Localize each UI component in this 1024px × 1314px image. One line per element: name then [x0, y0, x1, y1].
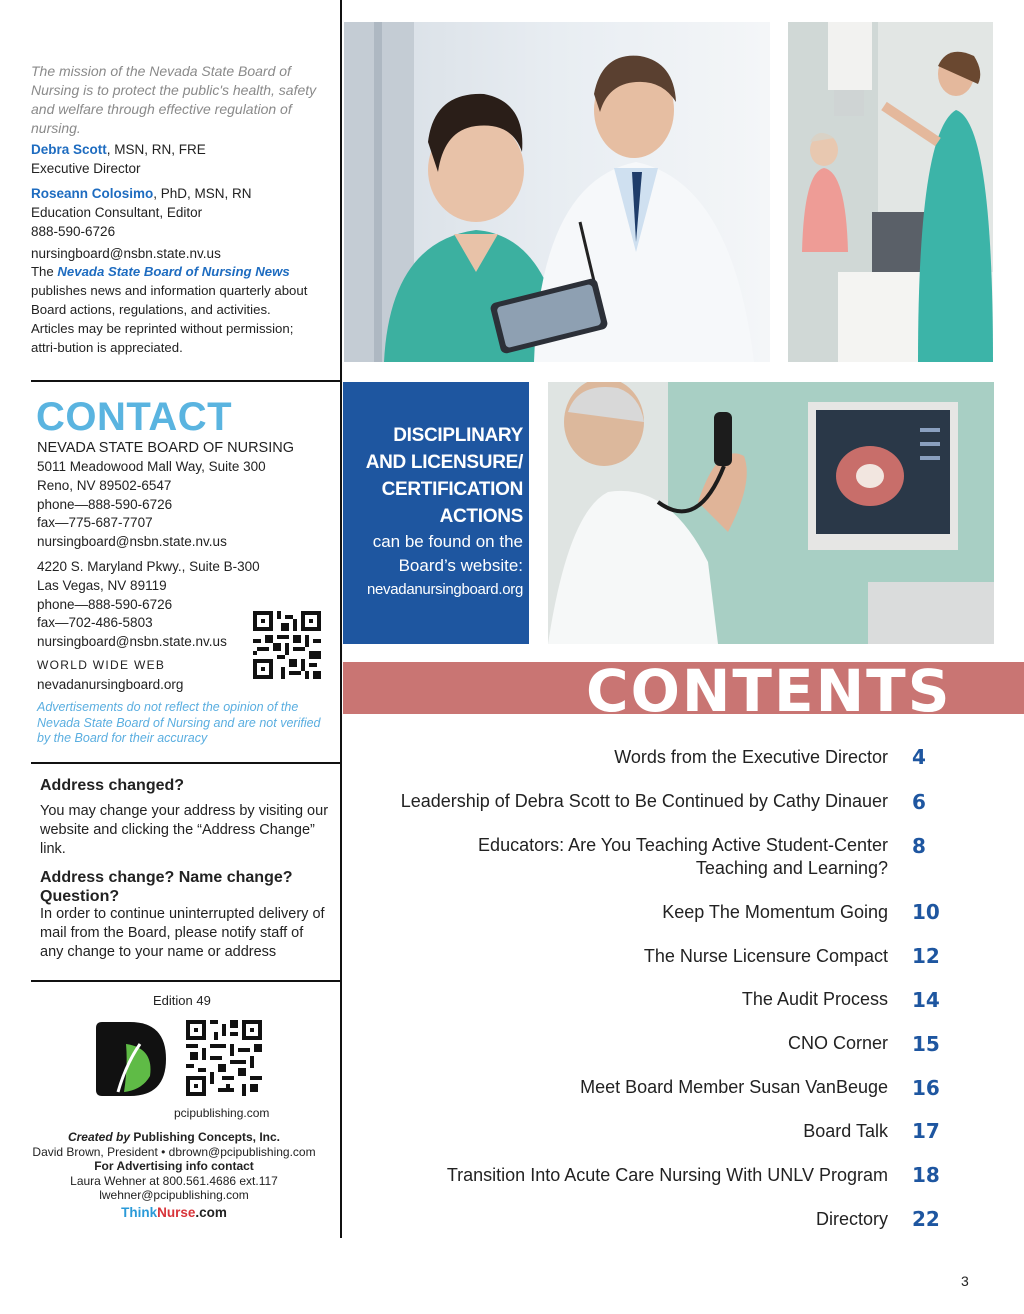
- page-number: 3: [961, 1273, 969, 1289]
- toc-item-title[interactable]: Meet Board Member Susan VanBeuge: [580, 1077, 888, 1097]
- reno-fax: fax—775-687-7707: [37, 515, 153, 531]
- vegas-street: 4220 S. Maryland Pkwy., Suite B-300: [37, 559, 260, 574]
- toc-item-title[interactable]: The Audit Process: [741, 989, 888, 1009]
- vegas-fax: fax—702-486-5803: [37, 615, 153, 631]
- toc-item-title[interactable]: Leadership of Debra Scott to Be Continued by Cathy Dinauer: [400, 791, 888, 811]
- divider-1: [31, 380, 340, 382]
- toc-item-page[interactable]: 16: [912, 1076, 940, 1100]
- reno-email[interactable]: nursingboard@nsbn.state.nv.us: [37, 534, 227, 550]
- toc-item-page[interactable]: 10: [912, 900, 940, 924]
- toc-item-title[interactable]: Directory: [815, 1209, 888, 1229]
- editor-title: Education Consultant, Editor: [31, 205, 203, 220]
- reno-address: [37, 458, 267, 552]
- toc-item-title[interactable]: The Nurse Licensure Compact: [643, 946, 888, 966]
- disciplinary-heading-4: ACTIONS: [439, 506, 523, 527]
- vegas-email[interactable]: nursingboard@nsbn.state.nv.us: [37, 634, 227, 650]
- toc-item-title[interactable]: Educators: Are You Teaching Active Student-Center: [478, 835, 888, 855]
- edition-number: Edition 49: [153, 993, 211, 1008]
- created-by-label: Created by: [67, 1130, 130, 1144]
- toc-item-title[interactable]: Board Talk: [803, 1121, 888, 1141]
- toc-item-title-line2[interactable]: Teaching and Learning?: [695, 858, 888, 878]
- director-creds: , MSN, RN, FRE: [106, 142, 206, 157]
- toc-item-title[interactable]: Keep The Momentum Going: [662, 902, 888, 922]
- board-email[interactable]: nursingboard@nsbn.state.nv.us: [31, 246, 221, 261]
- toc-item-title[interactable]: CNO Corner: [787, 1033, 888, 1053]
- reno-phone: phone—888-590-6726: [37, 496, 173, 512]
- editor-name: Roseann Colosimo: [31, 186, 154, 201]
- toc-item-page[interactable]: 12: [912, 944, 940, 968]
- contact-title: CONTACT: [36, 395, 233, 439]
- divider-3: [31, 980, 340, 982]
- think-word: Think: [121, 1204, 158, 1220]
- website-qr-code[interactable]: [253, 611, 321, 679]
- toc-item-page[interactable]: 6: [912, 790, 926, 814]
- publication-name: Nevada State Board of Nursing News: [57, 264, 290, 279]
- toc-item-page[interactable]: 18: [912, 1163, 940, 1187]
- photo-nurse-xray: [788, 22, 993, 362]
- publisher-qr-code[interactable]: [186, 1020, 262, 1096]
- board-phone: 888-590-6726: [31, 224, 116, 239]
- pci-logo: [90, 1018, 172, 1105]
- toc-item-page[interactable]: 8: [912, 834, 926, 858]
- thinknurse-logo[interactable]: [30, 1206, 318, 1221]
- reno-street: 5011 Meadowood Mall Way, Suite 300: [37, 459, 266, 474]
- publisher-credits: [30, 1130, 318, 1220]
- reno-city: Reno, NV 89502-6547: [37, 477, 172, 493]
- director-name: Debra Scott: [31, 142, 107, 157]
- toc-item-title[interactable]: Transition Into Acute Care Nursing With UNLV Program: [446, 1165, 888, 1185]
- advertising-disclaimer: Advertisements do not reflect the opinion of the Nevada State Board of Nursing and are not verified by the Board for their accuracy: [37, 700, 321, 745]
- publication-text: publishes news and information quarterly about Board actions, regulations, and activities. Articles may be reprinted without permission; attri-bution is appreciated.: [31, 283, 308, 355]
- disciplinary-sub-1: can be found on the: [372, 532, 523, 551]
- address-changed-heading: Address changed?: [40, 777, 185, 794]
- website-link[interactable]: nevadanursingboard.org: [37, 677, 184, 692]
- disciplinary-sub-2: Board’s website:: [398, 556, 523, 575]
- contact-org: NEVADA STATE BOARD OF NURSING: [37, 440, 295, 456]
- toc-item-title[interactable]: Words from the Executive Director: [614, 747, 888, 767]
- disciplinary-heading-3: CERTIFICATION: [381, 479, 523, 500]
- divider-2: [31, 762, 340, 764]
- toc-item-page[interactable]: 14: [912, 988, 940, 1012]
- director-title: Executive Director: [31, 161, 141, 176]
- vegas-address: [37, 558, 267, 652]
- toc-item-page[interactable]: 17: [912, 1119, 940, 1143]
- advertising-heading: For Advertising info contact: [94, 1159, 254, 1173]
- disciplinary-actions-box: [343, 382, 529, 644]
- mission-statement: The mission of the Nevada State Board of Nursing is to protect the public's health, safety and welfare through effective regulation of nursing.: [31, 63, 317, 136]
- publication-note: [31, 262, 316, 357]
- publisher-president: David Brown, President • dbrown@pcipublishing.com: [32, 1144, 316, 1159]
- toc-item-page[interactable]: 4: [912, 745, 926, 769]
- publisher-company: Publishing Concepts, Inc.: [130, 1130, 281, 1144]
- editor-creds: , PhD, MSN, RN: [153, 186, 252, 201]
- column-divider: [340, 0, 342, 1238]
- address-changed-text: You may change your address by visiting our website and clicking the “Address Change” link.: [40, 803, 329, 857]
- contents-title: CONTENTS: [586, 657, 952, 725]
- photo-nurse-and-doctor: [344, 22, 770, 362]
- www-label: WORLD WIDE WEB: [37, 658, 166, 672]
- photo-doctor-endoscope: [548, 382, 994, 644]
- dotcom-word: .com: [195, 1204, 227, 1220]
- nurse-word: Nurse: [157, 1204, 196, 1220]
- disciplinary-heading-2: AND LICENSURE/: [365, 452, 523, 473]
- name-change-text: In order to continue uninterrupted delivery of mail from the Board, please notify staff of any change to your name or address: [40, 906, 325, 960]
- disciplinary-website-link[interactable]: nevadanursingboard.org: [366, 581, 523, 598]
- advertising-contact: Laura Wehner at 800.561.4686 ext.117: [70, 1173, 278, 1188]
- disciplinary-heading-1: DISCIPLINARY: [393, 425, 523, 446]
- vegas-city: Las Vegas, NV 89119: [37, 577, 167, 593]
- pub-prefix: The: [31, 264, 58, 279]
- staff-list: [31, 140, 316, 263]
- toc-item-page[interactable]: 22: [912, 1207, 940, 1231]
- toc-item-page[interactable]: 15: [912, 1032, 940, 1056]
- vegas-phone: phone—888-590-6726: [37, 596, 173, 612]
- advertising-email[interactable]: lwehner@pcipublishing.com: [99, 1188, 249, 1202]
- publisher-website[interactable]: pcipublishing.com: [174, 1106, 270, 1120]
- name-change-heading: Address change? Name change? Question?: [40, 869, 293, 905]
